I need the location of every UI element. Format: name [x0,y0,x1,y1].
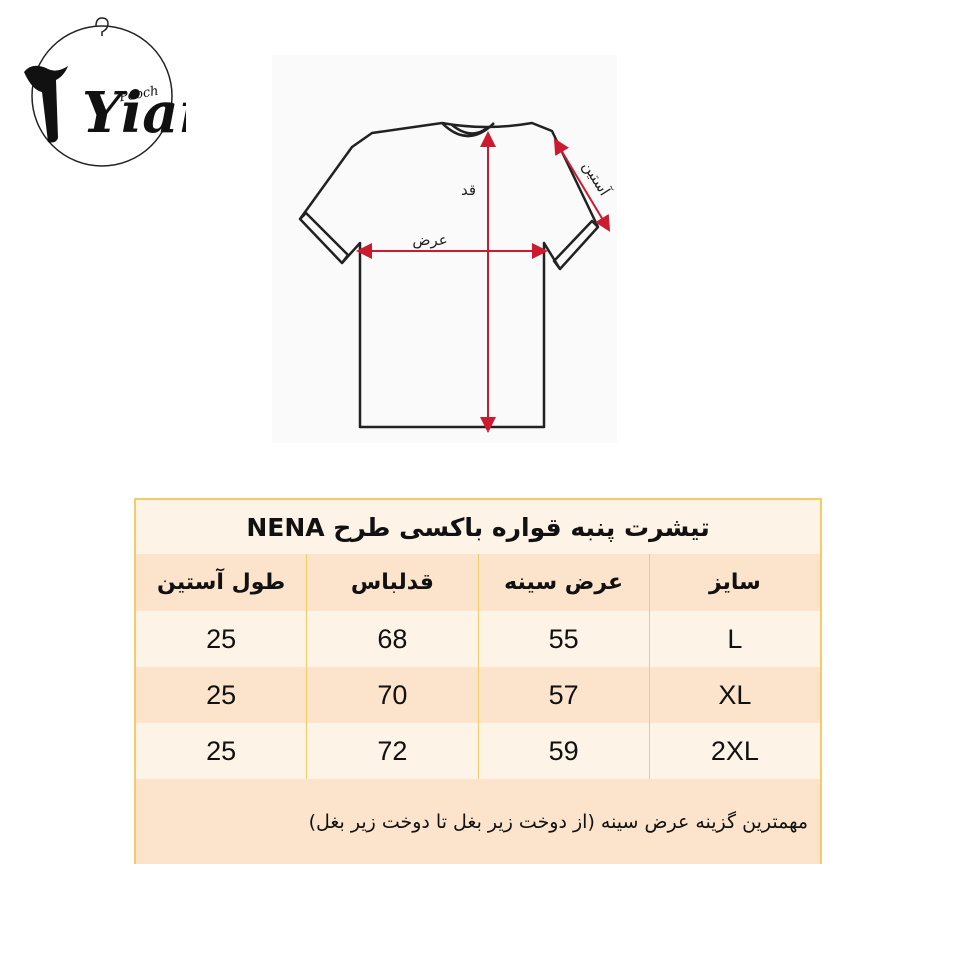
table-note-row [136,779,820,864]
logo-text: Yia [82,80,179,146]
cell-sleeve-length: 25 [206,679,237,710]
cell-size: XL [649,667,820,723]
cell-length: 72 [306,723,477,779]
table-row [136,611,820,668]
table-title-row [136,500,820,555]
cell-size: 2XL [649,723,820,779]
header-length: قدلباس [306,554,477,611]
cell-sleeve-length: 25 [206,623,237,654]
cell-chest-width: 59 [478,723,649,779]
table-header-row [136,554,820,612]
width-label: عرض [412,231,448,249]
table-title: تیشرت پنبه قواره باکسی طرح NENA [246,512,710,542]
length-label: قد [460,181,476,199]
hanger-icon [96,18,108,36]
cell-size: L [649,611,820,667]
tshirt-outline [300,123,598,427]
header-sleeve-length: طول آستین [157,570,286,595]
header-size: سایز [649,554,820,611]
cell-chest-width: 55 [478,611,649,667]
tshirt-measurement-diagram [272,55,617,443]
header-chest-width: عرض سینه [478,554,649,611]
cell-sleeve-length: 25 [206,735,237,766]
logo-subtext: Pooch [118,83,160,106]
cell-length: 70 [306,667,477,723]
brand-logo [18,14,186,174]
table-row [136,667,820,724]
cell-length: 68 [306,611,477,667]
table-row [136,723,820,780]
table-note: مهمترین گزینه عرض سینه (از دوخت زیر بغل تا دوخت زیر بغل) [308,810,808,833]
sleeve-label: آستین [578,157,614,199]
size-table [134,498,822,864]
cell-chest-width: 57 [478,667,649,723]
